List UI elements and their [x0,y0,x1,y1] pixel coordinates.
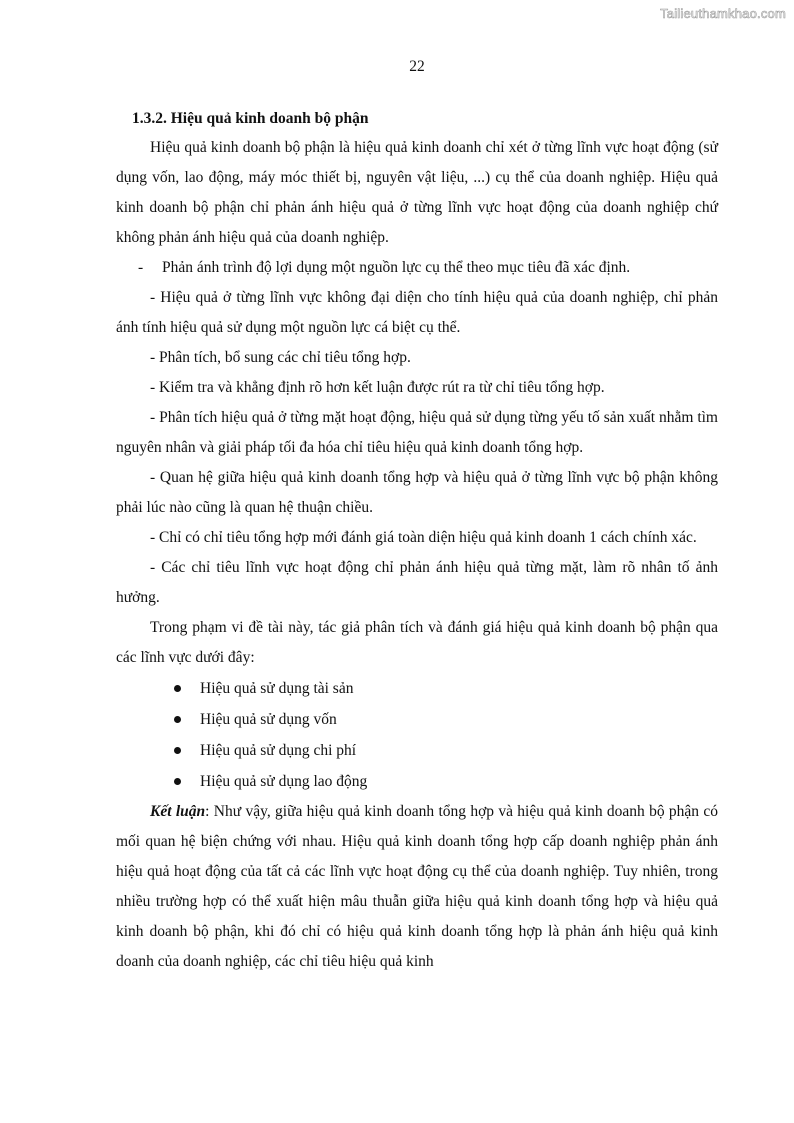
bullet-text: Hiệu quả sử dụng chi phí [200,742,357,759]
point-paragraph: - Phân tích, bổ sung các chỉ tiêu tổng hợp. [150,349,411,366]
point-paragraph: - Kiểm tra và khẳng định rõ hơn kết luận được rút ra từ chỉ tiêu tổng hợp. [150,379,605,396]
conclusion-text: : Như vậy, giữa hiệu quả kinh doanh tổng hợp và hiệu quả kinh doanh bộ phận có mối quan hệ biện chứng với nhau. Hiệu quả kinh doanh tổng hợp cấp doanh nghiệp phản ánh hiệu quả hoạt động của tất cả các lĩnh vực hoạt động cụ thể của doanh nghiệp. Tuy nhiên, trong nhiều trường hợp có thể xuất hiện mâu thuẫn giữa hiệu quả kinh doanh tổng hợp và hiệu quả kinh doanh bộ phận, khi đó chỉ có hiệu quả kinh doanh tổng hợp là phản ánh hiệu quả kinh doanh của doanh nghiệp, các chỉ tiêu hiệu quả kinh [116,803,718,970]
point-paragraph: - Quan hệ giữa hiệu quả kinh doanh tổng hợp và hiệu quả ở từng lĩnh vực bộ phận không phải lúc nào cũng là quan hệ thuận chiều. [116,469,718,516]
section-heading: 1.3.2. Hiệu quả kinh doanh bộ phận [132,110,369,127]
bullet-list-item [116,735,718,766]
point-paragraph: - Các chỉ tiêu lĩnh vực hoạt động chỉ phản ánh hiệu quả từng mặt, làm rõ nhân tố ảnh hưởng. [116,559,718,606]
point-paragraph: - Phân tích hiệu quả ở từng mặt hoạt động, hiệu quả sử dụng từng yếu tố sản xuất nhằm tìm nguyên nhân và giải pháp tối đa hóa chỉ tiêu hiệu quả kinh doanh tổng hợp. [116,409,718,456]
bullet-list-item [116,766,718,797]
bullet-icon [174,747,181,754]
bullet-text: Hiệu quả sử dụng vốn [200,711,337,728]
bullet-list-item [116,704,718,735]
dash-marker: - [138,259,144,276]
conclusion-paragraph [116,797,718,977]
point-paragraph: - Hiệu quả ở từng lĩnh vực không đại diện cho tính hiệu quả của doanh nghiệp, chỉ phản ánh tính hiệu quả sử dụng một nguồn lực cá biệt cụ thể. [116,289,718,336]
conclusion-label: Kết luận [150,803,206,820]
scope-paragraph: Trong phạm vi đề tài này, tác giả phân tích và đánh giá hiệu quả kinh doanh bộ phận qua các lĩnh vực dưới đây: [116,619,718,666]
bullet-icon [174,685,181,692]
watermark: Tailieuthamkhao.com [660,6,786,21]
document-body [116,106,718,977]
bullet-text: Hiệu quả sử dụng tài sản [200,680,354,697]
bullet-list-item [116,673,718,704]
dash-list-item [116,253,718,283]
bullet-text: Hiệu quả sử dụng lao động [200,773,368,790]
bullet-icon [174,716,181,723]
bullet-icon [174,778,181,785]
point-paragraph: - Chỉ có chỉ tiêu tổng hợp mới đánh giá toàn diện hiệu quả kinh doanh 1 cách chính xác. [150,529,697,546]
bullet-list [116,673,718,797]
page-number: 22 [409,58,425,75]
intro-paragraph: Hiệu quả kinh doanh bộ phận là hiệu quả kinh doanh chỉ xét ở từng lĩnh vực hoạt động (sử dụng vốn, lao động, máy móc thiết bị, nguyên vật liệu, ...) cụ thể của doanh nghiệp. Hiệu quả kinh doanh bộ phận chỉ phản ánh hiệu quả ở từng lĩnh vực hoạt động của doanh nghiệp chứ không phản ánh hiệu quả của doanh nghiệp. [116,139,718,246]
dash-list-text: Phản ánh trình độ lợi dụng một nguồn lực cụ thể theo mục tiêu đã xác định. [162,259,631,276]
